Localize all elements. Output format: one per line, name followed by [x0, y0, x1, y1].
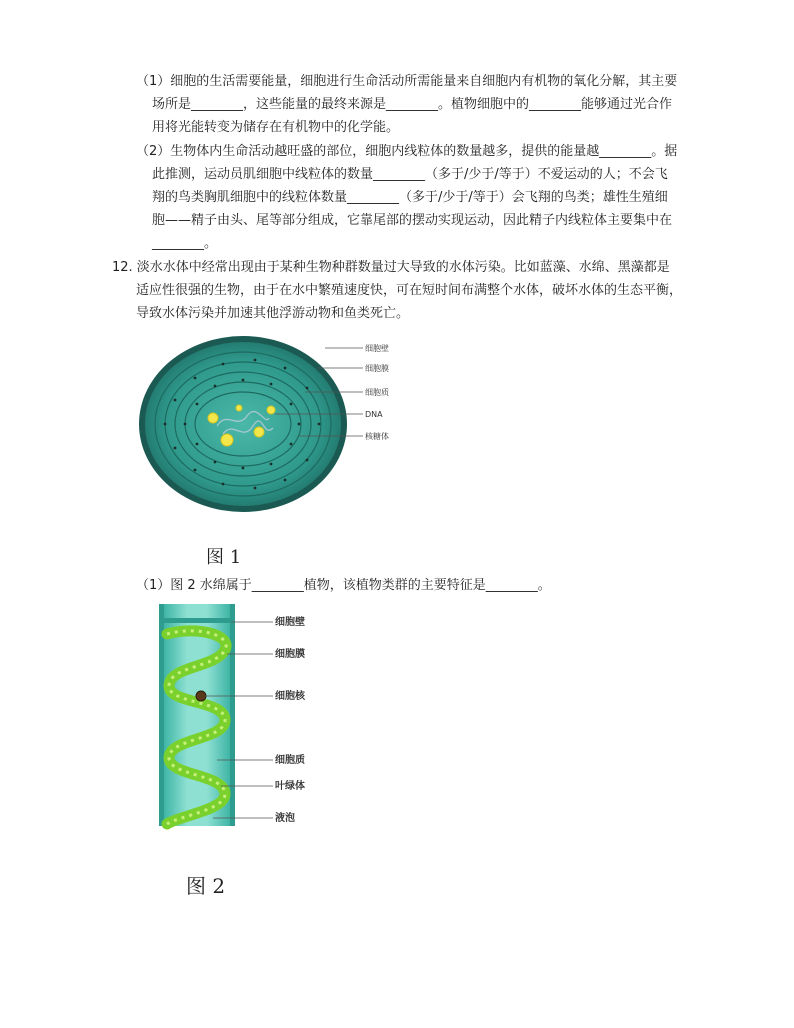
figure-2-spirogyra — [155, 604, 355, 830]
figure-2-label: 细胞质 — [275, 755, 305, 766]
text-line: 此推测，运动员肌细胞中线粒体的数量________（多于/少于/等于）不爱运动的人；不会飞 — [152, 167, 668, 182]
text-line: ________。 — [152, 236, 218, 251]
nucleus-shape — [196, 691, 206, 701]
figure-1-label: DNA — [365, 410, 383, 419]
text-line: （2）生物体内生命活动越旺盛的部位，细胞内线粒体的数量越多，提供的能量越________。据 — [136, 144, 678, 159]
cross-wall — [164, 618, 230, 623]
figure-2-label: 细胞膜 — [275, 649, 305, 660]
figure-1-label: 核糖体 — [365, 432, 389, 441]
figure-2-label: 液泡 — [275, 813, 295, 824]
q12-sub1: （1）图 2 水绵属于________植物，该植物类群的主要特征是________。 — [136, 578, 551, 593]
figure-2-label: 细胞核 — [275, 691, 305, 702]
figure-1-label: 细胞质 — [365, 388, 389, 397]
text-line: 翔的鸟类胸肌细胞中的线粒体数量________（多于/少于/等于）会飞翔的鸟类；雄性生殖细 — [152, 190, 668, 205]
text-line: 用将光能转变为储存在有机物中的化学能。 — [152, 120, 400, 135]
figure-1-label: 细胞壁 — [365, 344, 389, 353]
figure-1-caption: 图 1 — [206, 547, 242, 568]
figure-2-caption: 图 2 — [186, 874, 226, 898]
text-line: 胞——精子由头、尾等部分组成，它靠尾部的摆动实现运动，因此精子内线粒体主要集中在 — [152, 213, 673, 228]
figure-1-label: 细胞膜 — [365, 364, 389, 373]
figure-2-label: 叶绿体 — [275, 781, 305, 792]
figure-2-label: 细胞壁 — [275, 617, 305, 628]
text-line: 导致水体污染并加速其他浮游动物和鱼类死亡。 — [136, 306, 410, 321]
text-line: 适应性很强的生物，由于在水中繁殖速度快，可在短时间布满整个水体，破坏水体的生态平衡， — [136, 283, 683, 298]
text-line: 12. 淡水水体中经常出现由于某种生物种群数量过大导致的水体污染。比如蓝藻、水绵、黑藻都是 — [112, 260, 670, 275]
text-line: 场所是________，这些能量的最终来源是________。植物细胞中的________能够通过光合作 — [152, 97, 673, 112]
figure-1-bacterium — [135, 330, 405, 520]
text-line: （1）细胞的生活需要能量，细胞进行生命活动所需能量来自细胞内有机物的氧化分解，其主要 — [136, 74, 678, 89]
